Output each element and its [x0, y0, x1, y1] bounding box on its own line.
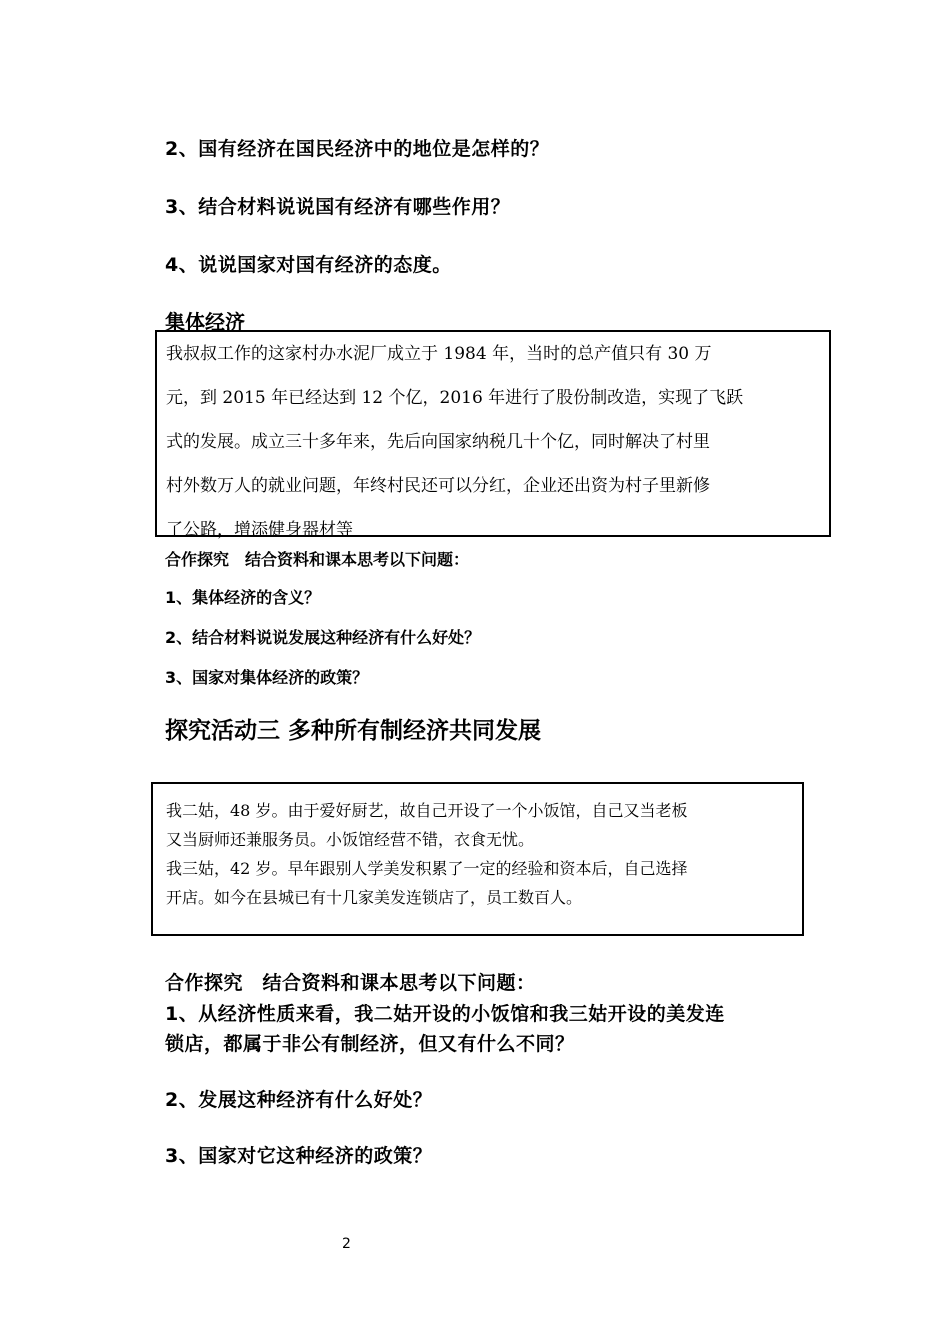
question-2-nonpublic: 2、发展这种经济有什么好处？: [165, 1089, 433, 1111]
cooperative-inquiry-task-2: 合作探究 结合资料和课本思考以下问题：: [165, 972, 536, 994]
question-3-nonpublic: 3、国家对它这种经济的政策？: [165, 1145, 433, 1167]
collective-economy-heading: 集体经济: [165, 310, 245, 334]
question-1-collective: 1、集体经济的含义？: [165, 588, 321, 607]
material-line: 又当厨师还兼服务员。小饭馆经营不错，衣食无忧。: [166, 830, 535, 849]
collective-economy-material-box: [155, 330, 831, 540]
material-line: 元，到 2015 年已经达到 12 个亿，2016 年进行了股份制改造，实现了飞跃: [166, 388, 744, 408]
material-line: 村外数万人的就业问题，年终村民还可以分红，企业还出资为村子里新修: [166, 476, 710, 496]
page-number: 2: [342, 1236, 351, 1252]
question-1-nonpublic-line1: 1、从经济性质来看，我二姑开设的小饭馆和我三姑开设的美发连: [165, 1003, 725, 1025]
material-line: 我三姑，42 岁。早年跟别人学美发积累了一定的经验和资本后，自己选择: [166, 859, 688, 878]
mixed-economy-material-box: [151, 782, 804, 936]
material-line: 开店。如今在县城已有十几家美发连锁店了，员工数百人。: [166, 888, 583, 907]
question-2-collective: 2、结合材料说说发展这种经济有什么好处？: [165, 628, 481, 647]
material-line: 式的发展。成立三十多年来，先后向国家纳税几十个亿，同时解决了村里: [166, 432, 710, 452]
question-3-state-economy: 3、结合材料说说国有经济有哪些作用？: [165, 196, 511, 218]
question-4-state-economy: 4、说说国家对国有经济的态度。: [165, 254, 452, 276]
question-2-state-economy: 2、国有经济在国民经济中的地位是怎样的？: [165, 138, 550, 160]
question-3-collective: 3、国家对集体经济的政策？: [165, 668, 369, 687]
question-1-nonpublic-line2: 锁店，都属于非公有制经济，但又有什么不同？: [165, 1033, 575, 1055]
material-line: 我二姑，48 岁。由于爱好厨艺，故自己开设了一个小饭馆，自己又当老板: [166, 801, 688, 820]
material-line: 我叔叔工作的这家村办水泥厂成立于 1984 年，当时的总产值只有 30 万: [166, 344, 712, 364]
activity-three-heading: 探究活动三 多种所有制经济共同发展: [165, 718, 542, 744]
material-line: 了公路，增添健身器材等: [166, 520, 353, 540]
cooperative-inquiry-task: 合作探究 结合资料和课本思考以下问题：: [165, 550, 470, 569]
